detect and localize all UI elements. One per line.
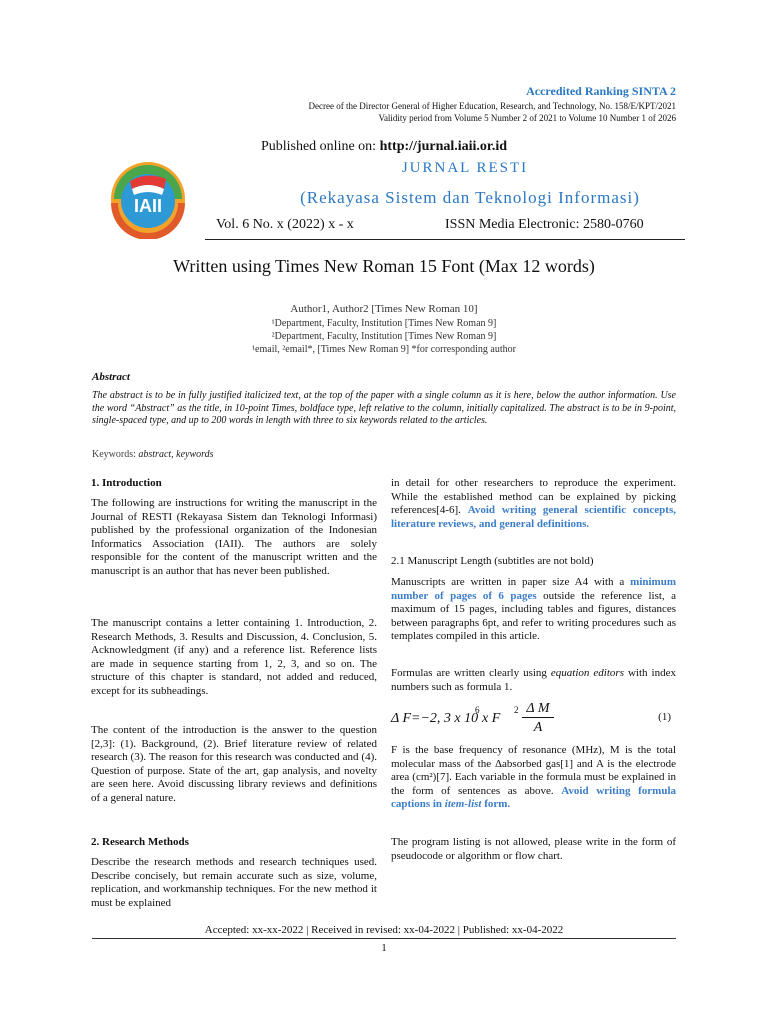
abstract-heading: Abstract [92,371,130,383]
methods-paragraph-1: Describe the research methods and research techniques used. Describe concisely, but remain accurate such as size, volume, replication, and workmanship techniques. For the new method it must be explained [91,856,377,909]
issn-info: ISSN Media Electronic: 2580-0760 [445,217,644,232]
avoid-captions-end: form. [481,798,511,811]
intro-paragraph-2: The manuscript contains a letter containing 1. Introduction, 2. Research Methods, 3. Results and Discussion, 4. Conclusion, 5. Acknowledgment (if any) and a reference list. Reference lists are made in sequence starting from 1, 2, 3, and so on. The structure of this chapter is standard, not added and reduced, except for its subheadings. [91,617,377,697]
journal-url-link[interactable]: http://jurnal.iaii.or.id [379,139,508,154]
abstract-text: The abstract is to be in fully justified italicized text, at the top of the paper with a single column as it is here, below the author information. Use the word “Abstract” as the title, in 10-point Times, boldface type, left relative to the column, initially capitalized. The abstract is to be in 9-point, single-spaced type, and up to 200 words in length with three to six keywords related to the articles. [92,390,676,427]
authors: Author1, Author2 [Times New Roman 10] [290,303,478,315]
footer-dates: Accepted: xx-xx-2022 | Received in revised: xx-04-2022 | Published: xx-04-2022 [204,924,564,936]
decree-line-1: Decree of the Director General of Higher Education, Research, and Technology, No. 158/E/KPT/2021 [308,101,676,111]
length-text-b: outside the reference list, a maximum of 15 pages, including tables and figures, distances between paragraphs 6pt, and refer to writing procedures such as templates compiled in this article. [391,589,676,643]
formula-text-b: with index numbers such as formula 1. [391,667,676,693]
avoid-general-note: Avoid writing general scientific concepts, literature reviews, and general definitions. [391,504,676,530]
introduction-heading: 1. Introduction [91,477,162,489]
decree-line-2: Validity period from Volume 5 Number 2 of 2021 to Volume 10 Number 1 of 2026 [378,113,676,123]
published-prefix: Published online on: [260,139,380,154]
equation-exponent-2: 2 [514,705,519,715]
keywords [92,449,214,460]
published-online [0,139,768,155]
journal-subtitle: (Rekayasa Sistem dan Teknologi Informasi) [300,188,640,207]
volume-info: Vol. 6 No. x (2022) x - x [216,217,354,232]
formula-intro-paragraph [391,667,676,694]
equation-label: (1) [658,711,671,723]
decree-info [116,100,676,124]
keywords-label: Keywords: [92,449,139,460]
affiliation-2: ²Department, Faculty, Institution [Times New Roman 9] [271,331,497,342]
logo-text: IAII [133,196,163,216]
equation-exponent: 6 [475,705,480,715]
equation-lhs: Δ F=−2, 3 x 10 [391,711,479,726]
manuscript-length-paragraph [391,576,676,644]
equation-editors-text: equation editors [550,667,624,679]
item-list-text: item-list [444,798,482,811]
intro-paragraph-3: The content of the introduction is the answer to the question [2,3]: (1). Background, (2). Brief literature review of related research (3). The reason for this research was conducted and (4). Question of purpose. State of the art, gap analysis, and novelty are seen here. Avoid discussing library reviews and definitions of a general nature. [91,724,377,804]
intro-paragraph-1: The following are instructions for writing the manuscript in the Journal of RESTI (Rekayasa Sistem dan Teknologi Informasi) published by the professional organization of the Indonesian Informatics Association (IAII). The authors are solely responsible for the content of the manuscript written and the manuscript is an author that has never been published. [91,497,377,577]
equation-1 [391,701,676,741]
footer-divider [92,938,676,939]
iaii-logo [108,159,188,239]
equation-numerator: Δ M [522,701,554,718]
accredited-ranking: Accredited Ranking SINTA 2 [526,84,676,98]
subheading-manuscript-length: 2.1 Manuscript Length (subtitles are not bold) [391,555,594,567]
header-divider [205,239,685,240]
program-listing-paragraph: The program listing is not allowed, please write in the form of pseudocode or algorithm or flow chart. [391,836,676,862]
equation-denominator: A [533,720,543,735]
method-detail-text: in detail for other researchers to reproduce the experiment. While the established method can be explained by picking references[4-6]. [391,477,676,517]
min-pages-note: minimum number of pages of 6 pages [391,576,676,602]
equation-mid: x F [482,711,501,726]
formula-text-a: Formulas are written clearly using [391,667,551,679]
formula-explanation-text: F is the base frequency of resonance (MHz), M is the total molecular mass of the Δabsorbed gas[1] and A is the electrode area (cm²)[7]. Each variable in the formula must be explained in the form of sentences as above. [391,744,676,797]
right-paragraph-1 [391,477,676,531]
paper-title: Written using Times New Roman 15 Font (Max 12 words) [173,256,595,276]
formula-explanation-paragraph [391,744,676,812]
methods-heading: 2. Research Methods [91,836,189,848]
affiliation-1: ¹Department, Faculty, Institution [Times New Roman 9] [271,318,497,329]
avoid-captions-text: Avoid writing formula captions in [391,784,677,811]
affiliation-emails: ¹email, ²email*, [Times New Roman 9] *for corresponding author [252,344,516,355]
keywords-values: abstract, keywords [138,449,214,460]
journal-name: JURNAL RESTI [401,160,529,176]
page-number: 1 [381,942,387,954]
length-text-a: Manuscripts are written in paper size A4 with a [391,576,631,588]
